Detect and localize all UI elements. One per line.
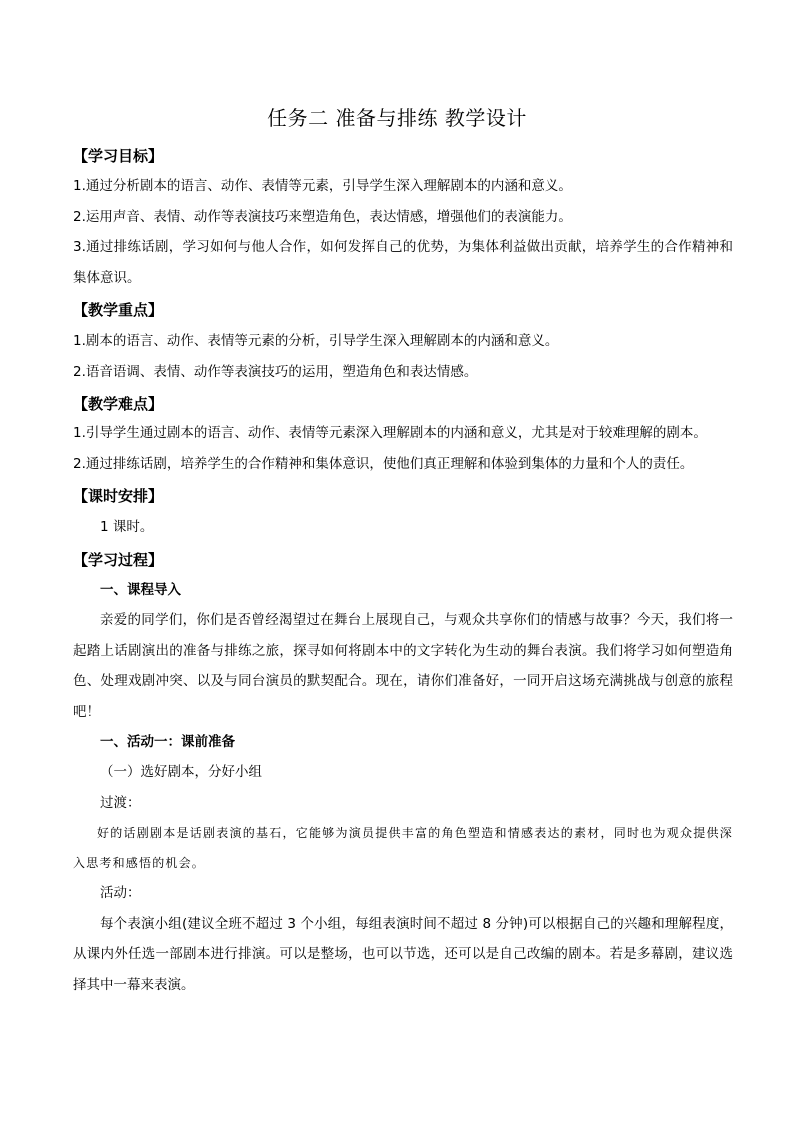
difficulties-heading: 【教学难点】 xyxy=(73,395,164,413)
key-point-item-2: 2.语音语调、表情、动作等表演技巧的运用，塑造角色和表达情感。 xyxy=(73,363,478,380)
key-points-section xyxy=(73,299,733,321)
difficulties-section xyxy=(73,393,733,415)
schedule-body xyxy=(73,512,733,543)
activity-label: 活动： xyxy=(100,885,141,901)
schedule-text: 1 课时。 xyxy=(100,519,154,535)
process-heading: 【学习过程】 xyxy=(73,551,164,569)
transition-paragraph: 好的话剧剧本是话剧表演的基石，它能够为演员提供丰富的角色塑造和情感表达的素材，同时也为观众提供深入思考和感悟的机会。 xyxy=(73,826,733,870)
objectives-heading: 【学习目标】 xyxy=(73,147,164,165)
objective-item-2: 2.运用声音、表情、动作等表演技巧来塑造角色，表达情感，增强他们的表演能力。 xyxy=(73,208,572,225)
difficulty-item-2: 2.通过排练话剧，培养学生的合作精神和集体意识，使他们真正理解和体验到集体的力量和个人的责任。 xyxy=(73,455,694,472)
key-points-heading: 【教学重点】 xyxy=(73,301,164,319)
process-section xyxy=(73,549,733,571)
process-body xyxy=(73,575,733,1000)
difficulty-item-1: 1.引导学生通过剧本的语言、动作、表情等元素深入理解剧本的内涵和意义，尤其是对于较难理解的剧本。 xyxy=(73,425,707,441)
objectives-list xyxy=(73,171,733,293)
schedule-section xyxy=(73,485,733,507)
key-point-item-1: 1.剧本的语言、动作、表情等元素的分析，引导学生深入理解剧本的内涵和意义。 xyxy=(73,333,559,349)
transition-label: 过渡： xyxy=(100,794,141,811)
section-activity-title: 一、活动一：课前准备 xyxy=(100,734,235,750)
section-intro-title: 一、课程导入 xyxy=(100,582,181,598)
difficulties-list xyxy=(73,418,733,479)
intro-paragraph: 亲爱的同学们，你们是否曾经渴望过在舞台上展现自己，与观众共享你们的情感与故事？今天，我们将一起踏上话剧演出的准备与排练之旅，探寻如何将剧本中的文字转化为生动的舞台表演。我们将学习如何塑造角色、处理戏剧冲突、以及与同台演员的默契配合。现在，请你们准备好，一同开启这场充满挑战与创意的旅程吧！ xyxy=(73,612,733,720)
document-title: 任务二 准备与排练 教学设计 xyxy=(267,106,527,130)
objective-item-1: 1.通过分析剧本的语言、动作、表情等元素，引导学生深入理解剧本的内涵和意义。 xyxy=(73,178,572,194)
subsection-title: （一）选好剧本，分好小组 xyxy=(100,764,262,780)
objectives-section xyxy=(73,145,733,167)
objective-item-3: 3.通过排练话剧，学习如何与他人合作，如何发挥自己的优势，为集体利益做出贡献，培养学生的合作精神和集体意识。 xyxy=(73,239,733,286)
schedule-heading: 【课时安排】 xyxy=(73,487,164,505)
key-points-list xyxy=(73,326,733,387)
activity-paragraph: 每个表演小组(建议全班不超过 3 个小组，每组表演时间不超过 8 分钟)可以根据自己的兴趣和理解程度，从课内外任选一部剧本进行排演。可以是整场，也可以节选，还可以是自己改编的剧本。若是多幕剧，建议选择其中一幕来表演。 xyxy=(73,915,733,993)
